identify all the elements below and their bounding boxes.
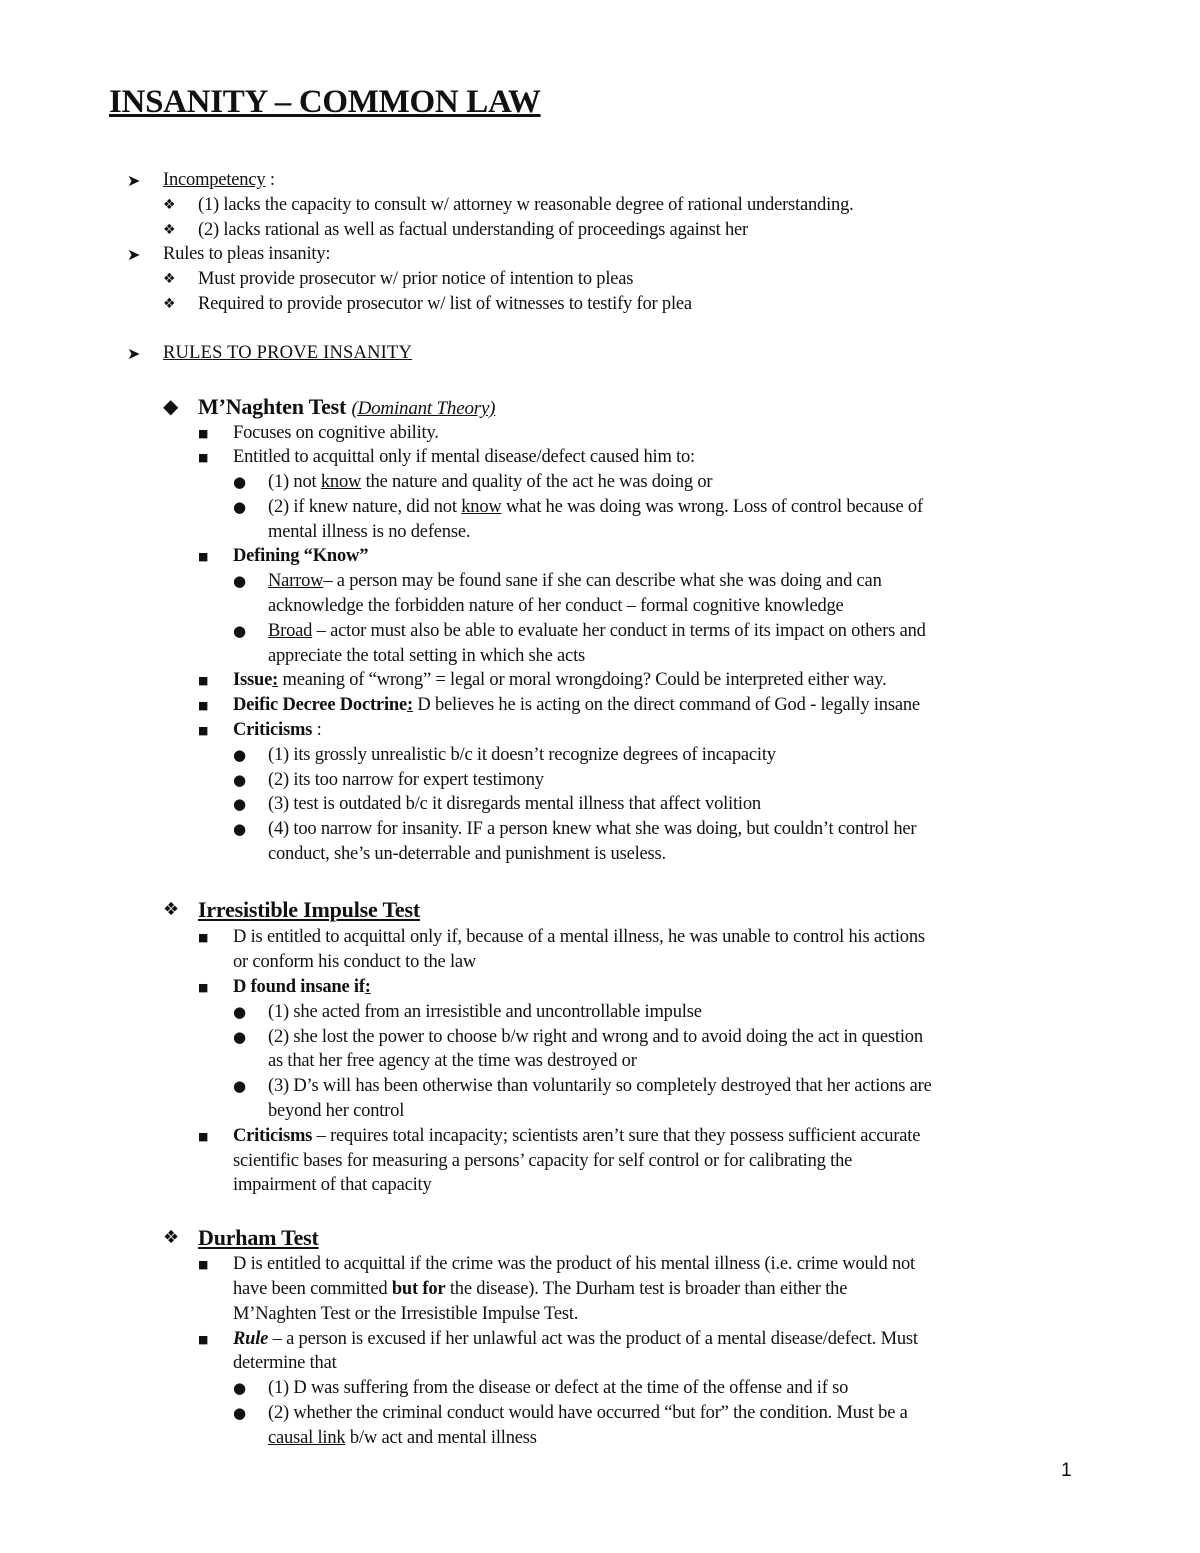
mnaghten-heading — [198, 393, 495, 423]
four-diamond-bullet-icon: ❖ — [163, 271, 176, 287]
sub2-know: know — [461, 497, 502, 517]
four-diamond-bullet-icon: ❖ — [163, 296, 176, 312]
square-bullet-icon: ■ — [198, 1258, 209, 1271]
durham-r2-post: b/w act and mental illness — [345, 1428, 537, 1448]
dot-bullet-icon: ● — [233, 1077, 247, 1095]
durham-item-cont — [268, 1426, 537, 1451]
irresistible-criticisms-cont: impairment of that capacity — [233, 1175, 432, 1195]
square-bullet-icon: ■ — [198, 981, 209, 994]
sub1-know: know — [320, 472, 362, 492]
durham-item: (1) D was suffering from the disease or defect at the time of the offense and if so — [268, 1378, 849, 1398]
criticisms-label: Criticisms — [233, 720, 313, 740]
deific-colon: : — [407, 695, 413, 715]
durham-title: Durham Test — [198, 1225, 319, 1250]
dot-bullet-icon: ● — [233, 1379, 247, 1397]
found-colon: : — [364, 977, 371, 997]
square-bullet-icon: ■ — [198, 550, 209, 563]
issue-colon: : — [272, 670, 279, 690]
arrow-bullet-icon: ➤ — [127, 245, 141, 264]
irresistible-criticisms-cont: scientific bases for measuring a persons’ capacity for self control or for calibrating the — [233, 1151, 853, 1171]
irresistible-title: Irresistible Impulse Test — [198, 897, 420, 922]
square-bullet-icon: ■ — [198, 724, 209, 737]
incompetency-label: Incompetency — [163, 170, 266, 190]
irresistible-item: (3) D’s will has been otherwise than voluntarily so completely destroyed that her actions are — [268, 1076, 932, 1096]
pleas-item: Required to provide prosecutor w/ list of witnesses to testify for plea — [198, 294, 692, 314]
deific-label: Deific Decree Doctrine — [233, 695, 407, 715]
broad-text: – actor must also be able to evaluate her conduct in terms of its impact on others and — [312, 621, 926, 641]
broad-label: Broad — [268, 621, 313, 641]
irresistible-item: (1) she acted from an irresistible and uncontrollable impulse — [268, 1002, 702, 1022]
durham-rule-cont: determine that — [233, 1353, 337, 1373]
mnaghten-sub2-cont: mental illness is no defense. — [268, 522, 471, 542]
sub2-post: what he was doing was wrong. Loss of control because of — [501, 497, 923, 517]
durham-entitled: D is entitled to acquittal if the crime was the product of his mental illness (i.e. crime would not — [233, 1254, 915, 1274]
criticisms-colon: : — [312, 720, 322, 740]
criticism-item-cont: conduct, she’s un-deterrable and punishment is useless. — [268, 844, 666, 864]
irresistible-criticisms — [233, 1124, 920, 1149]
broad-line — [268, 619, 926, 644]
deific-text: D believes he is acting on the direct command of God - legally insane — [412, 695, 920, 715]
criticism-item: (1) its grossly unrealistic b/c it doesn’t recognize degrees of incapacity — [268, 745, 776, 765]
issue-label: Issue — [233, 670, 273, 690]
dot-bullet-icon: ● — [233, 473, 247, 491]
narrow-text: – a person may be found sane if she can describe what she was doing and can — [323, 571, 882, 591]
durham-entitled-cont: M’Naghten Test or the Irresistible Impulse Test. — [233, 1304, 579, 1324]
pleas-item: Must provide prosecutor w/ prior notice of intention to pleas — [198, 269, 634, 289]
incompetency-item: (2) lacks rational as well as factual understanding of proceedings against her — [198, 220, 748, 240]
square-bullet-icon: ■ — [198, 931, 209, 944]
mnaghten-focus: Focuses on cognitive ability. — [233, 423, 439, 443]
square-bullet-icon: ■ — [198, 427, 209, 440]
mnaghten-title: M’Naghten Test — [198, 394, 347, 419]
durham-c1-post: the disease). The Durham test is broader than either the — [445, 1279, 848, 1299]
criticism-item: (3) test is outdated b/c it disregards mental illness that affect volition — [268, 794, 761, 814]
dot-bullet-icon: ● — [233, 1404, 247, 1422]
arrow-bullet-icon: ➤ — [127, 171, 141, 190]
mnaghten-sub2 — [268, 495, 923, 520]
found-label: D found insane if — [233, 977, 365, 997]
mnaghten-sub1 — [268, 470, 712, 495]
arrow-bullet-icon: ➤ — [127, 344, 141, 363]
square-bullet-icon: ■ — [198, 451, 209, 464]
four-diamond-bullet-icon: ❖ — [163, 1227, 180, 1248]
four-diamond-bullet-icon: ❖ — [163, 222, 176, 238]
irresistible-entitled-cont: or conform his conduct to the law — [233, 952, 477, 972]
diamond-bullet-icon: ◆ — [163, 396, 179, 418]
found-insane-line — [233, 975, 371, 1000]
durham-rule-text: – a person is excused if her unlawful act was the product of a mental disease/defect. Must — [268, 1329, 918, 1349]
four-diamond-bullet-icon: ❖ — [163, 899, 180, 920]
dot-bullet-icon: ● — [233, 746, 247, 764]
narrow-line — [268, 569, 882, 594]
sub1-pre: (1) not — [268, 472, 321, 492]
durham-rule-label: Rule — [233, 1329, 269, 1349]
square-bullet-icon: ■ — [198, 1130, 209, 1143]
irresistible-item: (2) she lost the power to choose b/w right and wrong and to avoid doing the act in question — [268, 1027, 923, 1047]
broad-cont: appreciate the total setting in which she acts — [268, 646, 586, 666]
durham-rule — [233, 1327, 918, 1352]
page-number: 1 — [1061, 1460, 1072, 1481]
pleas-label: Rules to pleas insanity: — [163, 244, 331, 264]
defining-know: Defining “Know” — [233, 546, 369, 566]
durham-c1-pre: have been committed — [233, 1279, 392, 1299]
page-title: INSANITY – COMMON LAW — [109, 84, 541, 120]
deific-line — [233, 693, 920, 718]
irr-crit-text: – requires total incapacity; scientists aren’t sure that they possess sufficient accurate — [312, 1126, 921, 1146]
irresistible-item-cont: beyond her control — [268, 1101, 405, 1121]
dot-bullet-icon: ● — [233, 771, 247, 789]
incompetency-item: (1) lacks the capacity to consult w/ attorney w reasonable degree of rational understanding. — [198, 195, 854, 215]
square-bullet-icon: ■ — [198, 674, 209, 687]
dot-bullet-icon: ● — [233, 820, 247, 838]
durham-entitled-cont — [233, 1277, 847, 1302]
four-diamond-bullet-icon: ❖ — [163, 197, 176, 213]
dot-bullet-icon: ● — [233, 1003, 247, 1021]
narrow-cont: acknowledge the forbidden nature of her conduct – formal cognitive knowledge — [268, 596, 844, 616]
dot-bullet-icon: ● — [233, 572, 247, 590]
criticisms-line — [233, 718, 322, 743]
dot-bullet-icon: ● — [233, 498, 247, 516]
mnaghten-entitled: Entitled to acquittal only if mental disease/defect caused him to: — [233, 447, 696, 467]
irr-crit-label: Criticisms — [233, 1126, 313, 1146]
narrow-label: Narrow — [268, 571, 324, 591]
incompetency-line — [163, 168, 275, 193]
rules-heading: RULES TO PROVE INSANITY — [163, 343, 413, 363]
irresistible-entitled: D is entitled to acquittal only if, because of a mental illness, he was unable to control his actions — [233, 927, 925, 947]
dot-bullet-icon: ● — [233, 795, 247, 813]
sub2-pre: (2) if knew nature, did not — [268, 497, 462, 517]
issue-text: meaning of “wrong” = legal or moral wrongdoing? Could be interpreted either way. — [278, 670, 887, 690]
issue-line — [233, 668, 887, 693]
incompetency-colon: : — [265, 170, 275, 190]
sub1-post: the nature and quality of the act he was doing or — [361, 472, 713, 492]
criticism-item: (2) its too narrow for expert testimony — [268, 770, 544, 790]
dot-bullet-icon: ● — [233, 1028, 247, 1046]
criticism-item: (4) too narrow for insanity. IF a person knew what she was doing, but couldn’t control her — [268, 819, 917, 839]
durham-item: (2) whether the criminal conduct would have occurred “but for” the condition. Must be a — [268, 1403, 908, 1423]
causal-link: causal link — [268, 1428, 346, 1448]
square-bullet-icon: ■ — [198, 699, 209, 712]
irresistible-item-cont: as that her free agency at the time was destroyed or — [268, 1051, 637, 1071]
square-bullet-icon: ■ — [198, 1333, 209, 1346]
durham-but-for: but for — [391, 1279, 446, 1299]
mnaghten-subtitle: (Dominant Theory) — [351, 398, 496, 419]
dot-bullet-icon: ● — [233, 622, 247, 640]
